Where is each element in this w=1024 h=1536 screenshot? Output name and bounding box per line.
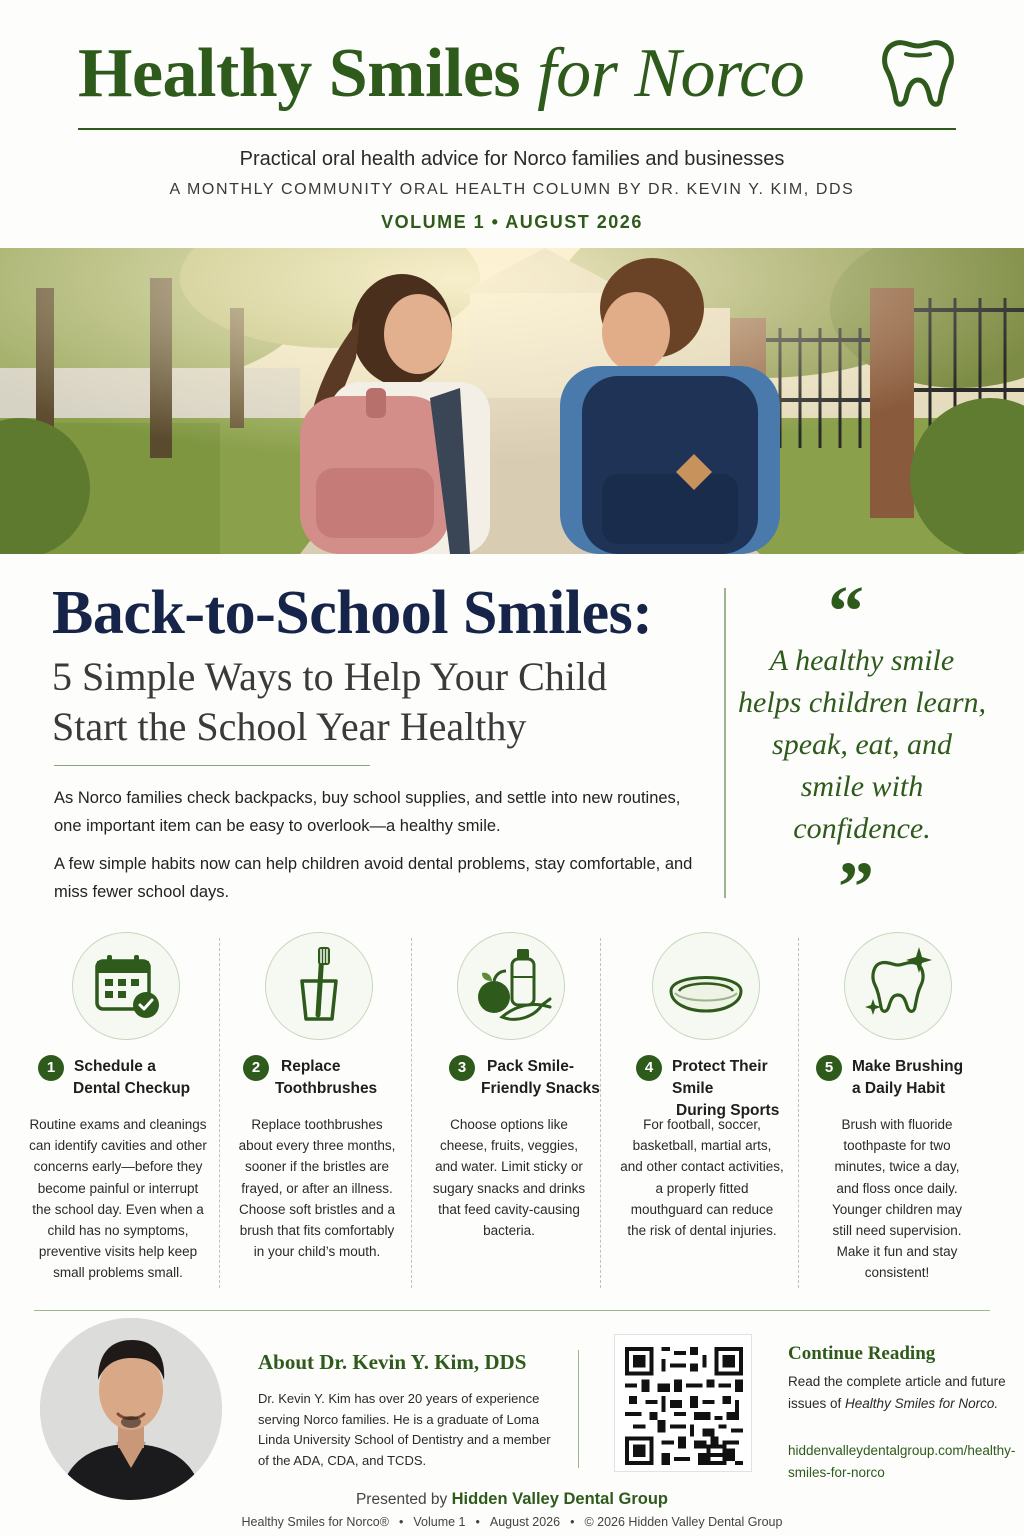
tip-4 bbox=[604, 928, 800, 1300]
tip-separator bbox=[411, 938, 412, 1288]
tip-1-heading bbox=[20, 1054, 212, 1102]
tip-3-number: 3 bbox=[449, 1055, 475, 1081]
article-headline: Back-to-School Smiles: bbox=[52, 579, 653, 647]
tip-3-title bbox=[475, 1056, 601, 1100]
presented-by bbox=[0, 1490, 1024, 1509]
pull-quote: A healthy smile helps children learn, speak, eat, and smile with confidence. bbox=[738, 644, 987, 845]
section-divider bbox=[34, 1310, 990, 1311]
footer-date: August 2026 bbox=[489, 1515, 561, 1529]
continue-reading-lead: Read the complete article and future issues of bbox=[788, 1374, 1006, 1411]
tip-separator bbox=[600, 938, 601, 1288]
tip-1-title bbox=[60, 1056, 200, 1100]
tooth-outline-icon bbox=[878, 34, 958, 108]
tip-4-number: 4 bbox=[636, 1055, 662, 1081]
tip-2-heading bbox=[223, 1054, 409, 1102]
tip-5-number: 5 bbox=[816, 1055, 842, 1081]
article-subheadline bbox=[52, 652, 712, 752]
issue-info: VOLUME 1 • AUGUST 2026 bbox=[381, 212, 643, 232]
headline-divider bbox=[54, 765, 370, 766]
tip-3-body: Choose options like cheese, fruits, veggies, and water. Limit sticky or sugary snacks and drinks that feed cavity-causing bacteria. bbox=[432, 1117, 586, 1239]
tip-3-title-line-2: Friendly Snacks bbox=[481, 1080, 600, 1097]
tagline: Practical oral health advice for Norco families and businesses bbox=[239, 148, 785, 170]
tip-1-title-line-1: Schedule a bbox=[74, 1058, 156, 1075]
title-for-norco: for Norco bbox=[537, 35, 805, 112]
toothbrush-cup-icon bbox=[265, 932, 373, 1040]
qr-code-icon[interactable] bbox=[614, 1334, 752, 1472]
tip-2-number: 2 bbox=[243, 1055, 269, 1081]
tip-separator bbox=[219, 938, 220, 1288]
tip-4-title-line-1: Protect Their Smile bbox=[672, 1058, 768, 1097]
tip-5 bbox=[802, 928, 998, 1300]
tip-1-body: Routine exams and cleanings can identify cavities and other concerns early—before they become painful or interrupt the school day. Even when a child has no symptoms, preventive visits help keep small problems small. bbox=[29, 1117, 207, 1281]
healthy-snacks-icon bbox=[457, 932, 565, 1040]
tip-5-heading bbox=[802, 1054, 998, 1102]
intro-paragraph-1: As Norco families check backpacks, buy school supplies, and settle into new routines, one important item can be easy to overlook—a healthy smile. bbox=[54, 789, 681, 835]
continue-reading-title: Continue Reading bbox=[788, 1343, 936, 1364]
tip-2-title-line-2: Toothbrushes bbox=[275, 1080, 378, 1097]
tip-3-heading bbox=[415, 1054, 601, 1102]
tip-4-heading bbox=[604, 1054, 800, 1119]
tip-1 bbox=[20, 928, 212, 1300]
masthead bbox=[0, 0, 1024, 248]
newsletter-title bbox=[78, 34, 804, 114]
tip-2-body: Replace toothbrushes about every three months, sooner if the bristles are frayed, or after an illness. Choose soft bristles and a brush that fits comfortably in your child’s mouth. bbox=[238, 1117, 396, 1260]
tip-1-title-line-2: Dental Checkup bbox=[73, 1080, 191, 1097]
subhead-line-2: Start the School Year Healthy bbox=[52, 704, 527, 749]
footer-volume: Volume 1 bbox=[413, 1515, 466, 1529]
continue-reading-body bbox=[788, 1371, 1008, 1415]
quote-divider bbox=[724, 588, 726, 898]
calendar-check-icon bbox=[72, 932, 180, 1040]
intro-paragraph-2: A few simple habits now can help children avoid dental problems, stay comfortable, and miss fewer school days. bbox=[54, 855, 693, 901]
tip-2-title-line-1: Replace bbox=[281, 1058, 341, 1075]
tip-5-title-line-1: Make Brushing bbox=[852, 1058, 964, 1075]
tip-5-title-line-2: a Daily Habit bbox=[852, 1080, 946, 1097]
title-row bbox=[78, 30, 958, 120]
tip-3-title-line-1: Pack Smile- bbox=[487, 1058, 575, 1075]
mouthguard-icon bbox=[652, 932, 760, 1040]
tip-2-title bbox=[275, 1056, 405, 1100]
tip-3 bbox=[415, 928, 601, 1300]
author-avatar bbox=[40, 1318, 222, 1500]
about-title: About Dr. Kevin Y. Kim, DDS bbox=[258, 1350, 527, 1374]
close-quote-mark: ” bbox=[838, 847, 874, 927]
tip-2 bbox=[223, 928, 409, 1300]
continue-reading-publication: Healthy Smiles for Norco. bbox=[845, 1396, 999, 1411]
footer: Healthy Smiles for Norco® • Volume 1 • August 2026 • © 2026 Hidden Valley Dental Group bbox=[241, 1515, 783, 1529]
title-main: Healthy Smiles bbox=[78, 35, 521, 112]
presented-lead: Presented by bbox=[355, 1491, 448, 1508]
subhead-line-1: 5 Simple Ways to Help Your Child bbox=[52, 654, 607, 699]
tip-4-title-line-2: During Sports bbox=[676, 1102, 780, 1119]
title-divider bbox=[78, 128, 956, 130]
footer-copyright: © 2026 Hidden Valley Dental Group bbox=[584, 1515, 783, 1529]
sparkling-tooth-icon bbox=[844, 932, 952, 1040]
tip-4-body: For football, soccer, basketball, martial arts, and other contact activities, a properly fitted mouthguard can reduce the risk of dental injuries. bbox=[620, 1117, 784, 1239]
about-body: Dr. Kevin Y. Kim has over 20 years of experience serving Norco families. He is a graduate of Loma Linda University School of Dentistry and a member of the ADA, CDA, and TCDS. bbox=[258, 1391, 551, 1468]
tip-4-title bbox=[664, 1056, 810, 1122]
column-subtitle: A MONTHLY COMMUNITY ORAL HEALTH COLUMN BY DR. KEVIN Y. KIM, DDS bbox=[169, 181, 855, 198]
tips-row bbox=[20, 928, 1006, 1300]
tip-5-title bbox=[848, 1056, 994, 1100]
footer-publication: Healthy Smiles for Norco® bbox=[241, 1515, 389, 1529]
tip-5-body: Brush with fluoride toothpaste for two minutes, twice a day, and floss once daily. Younger children may still need supervision. Make it fun and stay consistent! bbox=[831, 1117, 963, 1281]
hero-image bbox=[0, 248, 1024, 554]
tip-1-number: 1 bbox=[38, 1055, 64, 1081]
presenter-name: Hidden Valley Dental Group bbox=[451, 1490, 669, 1508]
about-divider bbox=[578, 1350, 579, 1468]
tip-separator bbox=[798, 938, 799, 1288]
open-quote-mark: “ bbox=[828, 571, 864, 651]
article-link[interactable]: hiddenvalleydentalgroup.com/healthy-smiles-for-norco bbox=[788, 1443, 1016, 1480]
